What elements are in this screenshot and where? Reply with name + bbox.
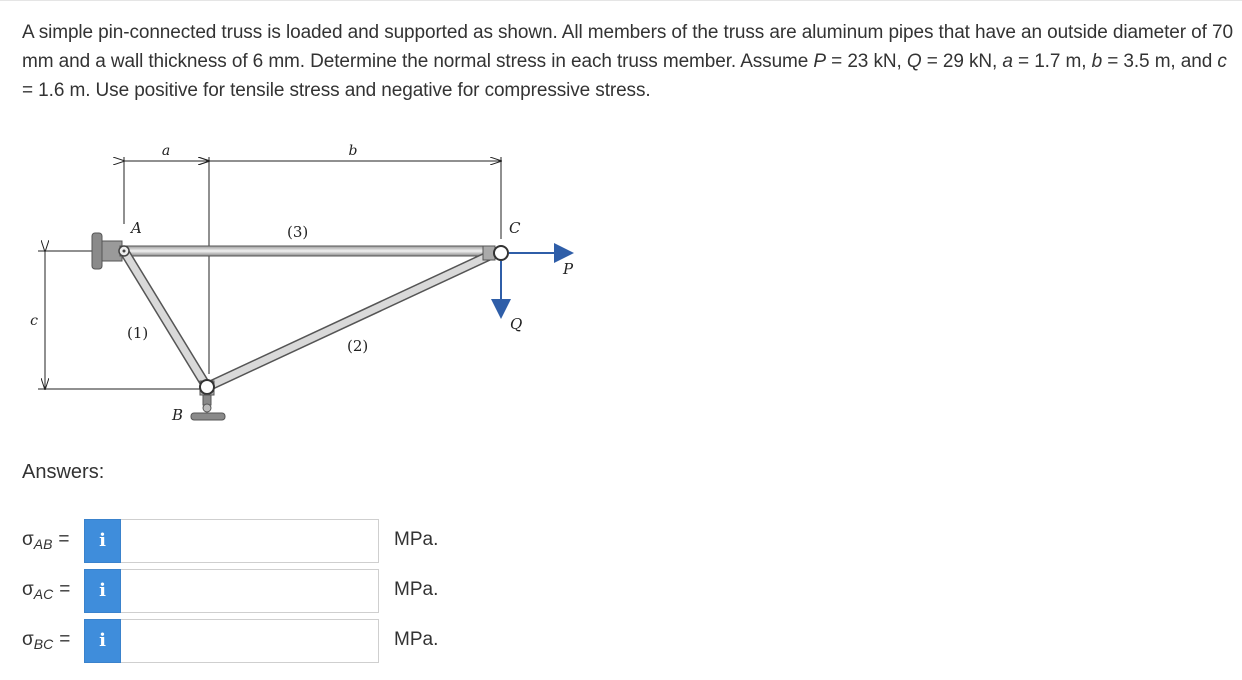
question-text: [22, 18, 1236, 105]
answer-input-bc[interactable]: [121, 619, 379, 663]
answers-title: Answers:: [22, 461, 105, 483]
truss-figure: [0, 129, 620, 439]
load-label-p: P: [563, 260, 574, 278]
node-label-a: A: [131, 219, 142, 237]
stress-subscript: AB: [33, 536, 53, 552]
info-button[interactable]: i: [84, 519, 121, 563]
unit-label: MPa.: [394, 529, 439, 550]
stress-label-bc: [22, 629, 70, 652]
member-label-1: (1): [127, 324, 149, 342]
question-text-segment: = 1.6 m. Use positive for tensile stress and negative for compressive stress.: [22, 80, 651, 101]
answer-row-bc: [22, 619, 482, 663]
equals-sign: =: [58, 529, 70, 550]
question-text-segment: = 1.7 m,: [1012, 51, 1092, 72]
sigma-symbol: σ: [22, 529, 34, 550]
info-button[interactable]: i: [84, 569, 121, 613]
sigma-symbol: σ: [22, 579, 34, 600]
answer-input-ac[interactable]: [121, 569, 379, 613]
stress-subscript: BC: [33, 636, 54, 652]
dim-label-a: a: [161, 143, 171, 159]
support-b-roller: [203, 404, 211, 412]
question-variable: c: [1217, 51, 1227, 72]
answer-row-ab: [22, 519, 482, 563]
stress-label-ac: [22, 579, 70, 602]
node-label-c: C: [509, 219, 521, 237]
stress-subscript: AC: [33, 586, 54, 602]
joint-c-pin: [494, 246, 508, 260]
equals-sign: =: [59, 579, 71, 600]
unit-label: MPa.: [394, 629, 439, 650]
member-1: [124, 251, 207, 387]
stress-label-ab: [22, 529, 70, 552]
question-variable: a: [1002, 51, 1013, 72]
question-variable: Q: [906, 51, 922, 72]
node-label-b: B: [172, 406, 184, 424]
member-3: [120, 246, 492, 256]
question-variable: P: [813, 51, 826, 72]
wall-support: [92, 233, 102, 269]
question-text-segment: = 29 kN,: [921, 51, 1003, 72]
info-button[interactable]: i: [84, 619, 121, 663]
answer-row-ac: [22, 569, 482, 613]
dim-label-b: b: [348, 143, 358, 159]
equals-sign: =: [59, 629, 71, 650]
sigma-symbol: σ: [22, 629, 34, 650]
answer-input-ab[interactable]: [121, 519, 379, 563]
member-2: [207, 253, 495, 387]
dim-label-c: c: [30, 313, 38, 329]
load-label-q: Q: [510, 315, 523, 333]
question-variable: b: [1091, 51, 1103, 72]
question-text-segment: = 23 kN,: [825, 51, 907, 72]
joint-b-pin: [200, 380, 214, 394]
unit-label: MPa.: [394, 579, 439, 600]
question-text-segment: = 3.5 m, and: [1102, 51, 1218, 72]
member-label-2: (2): [347, 337, 369, 355]
joint-a-pin-center: [123, 250, 126, 253]
member-label-3: (3): [287, 223, 309, 241]
support-b-base: [191, 413, 225, 420]
question-text-segment: A simple pin-connected truss is loaded and supported as shown. All members of the truss are aluminum pipes that have an outside diameter of 70 mm and a wall thickness of 6 mm. Determine the normal stress in each truss member. Assume: [22, 22, 1233, 72]
